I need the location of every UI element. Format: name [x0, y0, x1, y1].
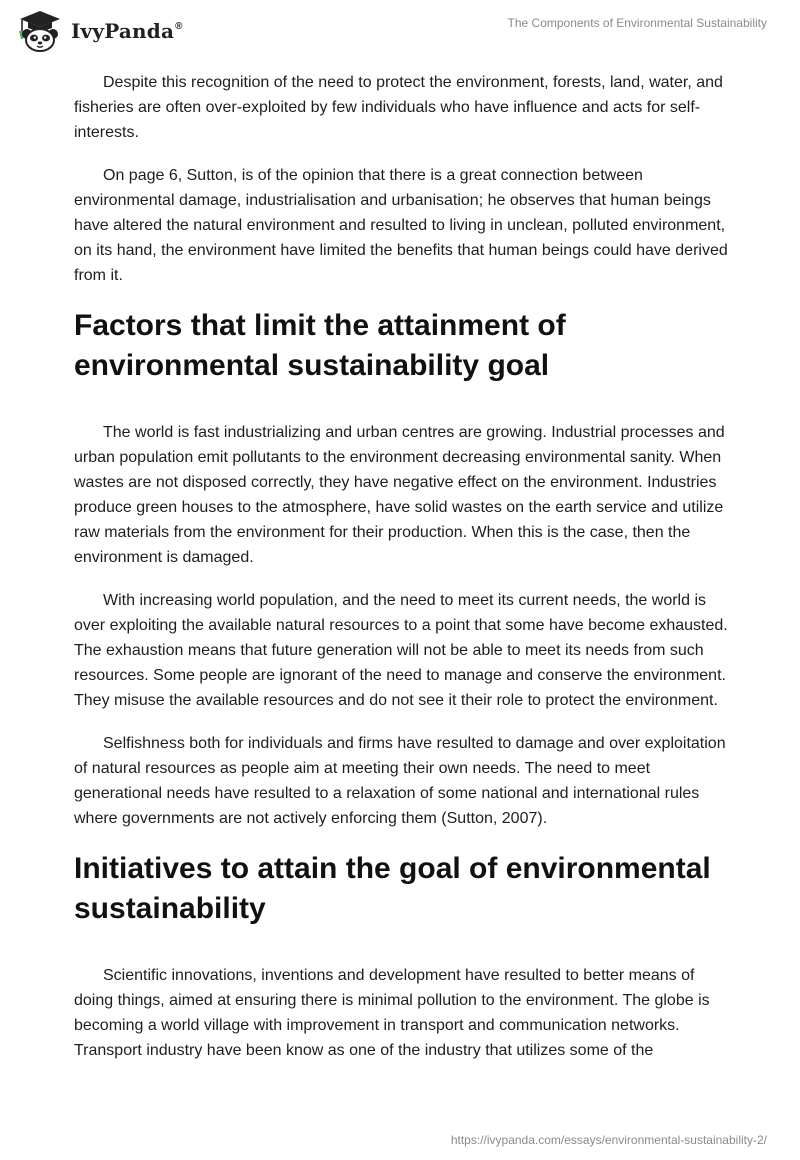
brand-name: IvyPanda®: [71, 19, 183, 43]
paragraph: Selfishness both for individuals and firms have resulted to damage and over exploitation of natural resources as people aim at meeting their own needs. The need to meet generational needs have resulted to a relaxation of some national and international rules where governments are not actively enforcing them (Sutton, 2007).: [74, 735, 726, 827]
source-url[interactable]: https://ivypanda.com/essays/environmental-sustainability-2/: [450, 1133, 767, 1147]
paragraph: Despite this recognition of the need to protect the environment, forests, land, water, and fisheries are often over-exploited by few individuals who have influence and acts for self-interests.: [74, 74, 723, 141]
document-title: The Components of Environmental Sustainability: [507, 16, 767, 30]
page-header: [0, 0, 800, 64]
section-heading-initiatives: Initiatives to attain the goal of environmental sustainability: [74, 852, 711, 925]
panda-graduate-icon: [14, 9, 66, 53]
brand-logo[interactable]: [14, 9, 183, 53]
paragraph: On page 6, Sutton, is of the opinion that there is a great connection between environmental damage, industrialisation and urbanisation; he observes that human beings have altered the natural environment and resulted to living in unclean, polluted environment, on its hand, the environment have limited the benefits that human beings could have derived from it.: [74, 167, 728, 284]
registered-mark: ®: [175, 21, 183, 32]
paragraph: The world is fast industrializing and urban centres are growing. Industrial processes and urban population emit pollutants to the environment decreasing environmental sanity. When wastes are not disposed correctly, they have negative effect on the environment. Industries produce green houses to the atmosphere, have solid wastes on the earth service and utilize raw materials from the environment for their production. When this is the case, then the environment is damaged.: [74, 424, 725, 566]
paragraph: Scientific innovations, inventions and development have resulted to better means of doing things, aimed at ensuring there is minimal pollution to the environment. The globe is becoming a world village with improvement in transport and communication networks. Transport industry have been know as one of the industry that utilizes some of the: [74, 967, 710, 1059]
section-heading-factors: Factors that limit the attainment of environmental sustainability goal: [74, 309, 566, 382]
paragraph: With increasing world population, and the need to meet its current needs, the world is over exploiting the available natural resources to a point that some have become exhausted. The exhaustion means that future generation will not be able to meet its needs from such resources. Some people are ignorant of the need to manage and conserve the environment. They misuse the available resources and do not see it their role to protect the environment.: [74, 592, 728, 709]
essay-content: [74, 70, 728, 1081]
